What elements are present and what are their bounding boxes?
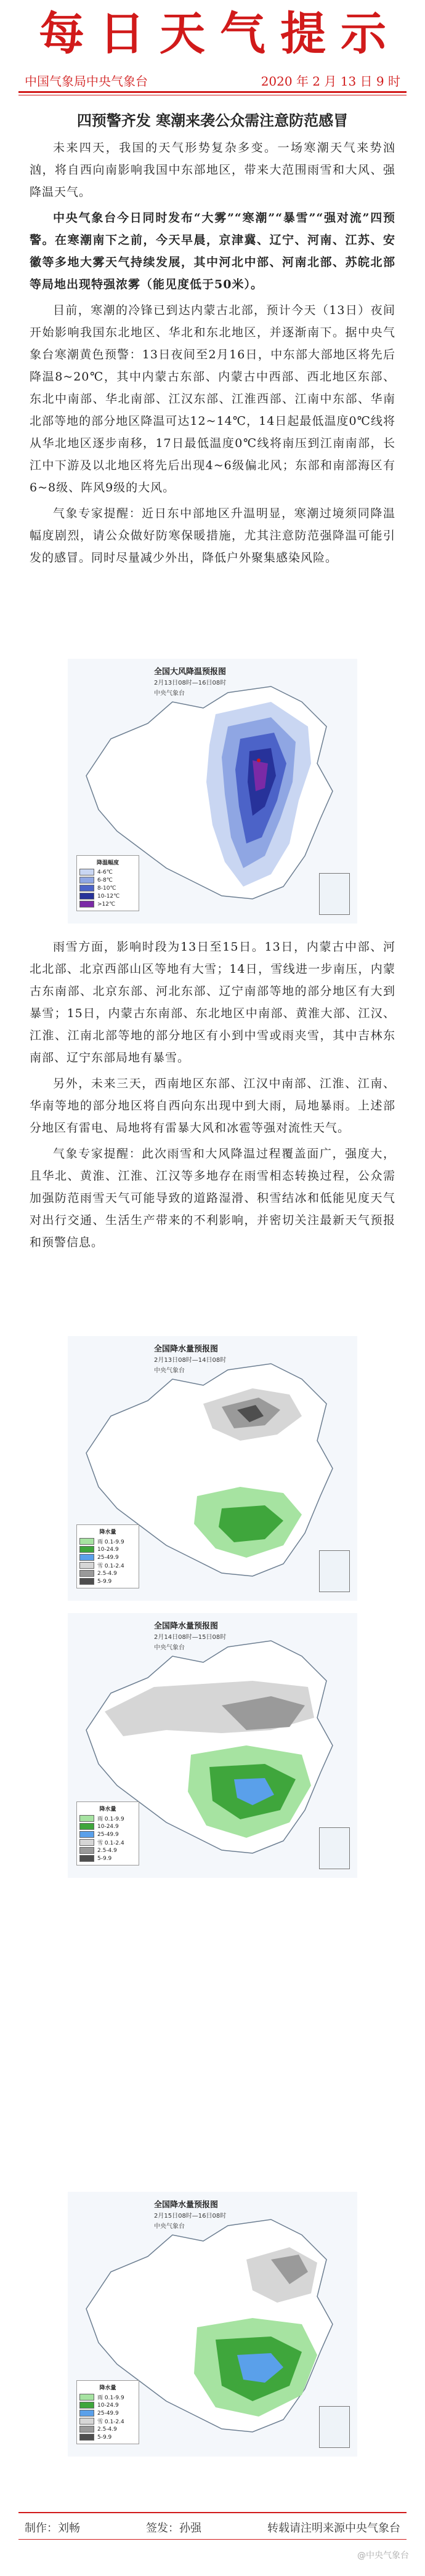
legend-label: 2.5-4.9 [97, 1570, 117, 1577]
map-legend [76, 855, 139, 911]
map-legend [76, 1524, 139, 1588]
legend-title: 降温幅度 [96, 860, 119, 866]
legend-label: 雨 0.1-9.9 [97, 1816, 124, 1822]
legend-title: 降水量 [99, 1806, 116, 1813]
legend-item [79, 884, 136, 892]
legend-label: 雪 0.1-2.4 [97, 1563, 124, 1569]
legend-label: 25-49.9 [97, 2410, 119, 2417]
legend-swatch [79, 1847, 94, 1854]
paragraph: 雨雪方面，影响时段为13日至15日。13日，内蒙古中部、河北北部、北京西部山区等地有大雪；14日，雪线进一步南压，内蒙古东南部、北京东部、河北东部、辽宁南部等地的部分地区有大到暴雪；15日，内蒙古东南部、东北地区中南部、黄淮大部、江汉、江淮、江南北部等地的部分地区有小到中雪或雨夹雪，其中吉林东南部、辽宁东部局地有暴雪。 [30, 940, 395, 1065]
legend-item [79, 892, 136, 900]
legend-label: 2.5-4.9 [97, 1847, 117, 1854]
map-source: 中央气象台 [154, 1644, 185, 1651]
paragraph: 未来四天，我国的天气形势复杂多变。一场寒潮天气来势汹汹，将自西向南影响我国中东部地区，带来大范围雨雪和大风、强降温天气。 [30, 141, 395, 199]
legend-item [79, 1854, 136, 1862]
legend-label: 雪 0.1-2.4 [97, 1840, 124, 1846]
map-title: 全国大风降温预报图 [154, 667, 227, 677]
footer-author: 制作：刘畅 [25, 2522, 80, 2535]
legend-swatch [79, 2418, 94, 2425]
legend-label: 5-9.9 [97, 2434, 112, 2441]
header-rule-thick [18, 91, 407, 93]
legend-swatch [79, 869, 94, 875]
legend-swatch [79, 1570, 94, 1577]
legend-item [79, 2425, 136, 2433]
legend-item [79, 2393, 136, 2401]
paragraph: 气象专家提醒：此次雨雪和大风降温过程覆盖面广，强度大，且华北、黄淮、江淮、江汉等多地存在雨雪相态转换过程，公众需加强防范雨雪天气可能导致的道路湿滑、积雪结冰和低能见度天气对出行交通、生活生产带来的不利影响，并密切关注最新天气预报和预警信息。 [30, 1147, 395, 1249]
legend-swatch [79, 893, 94, 900]
legend-label: 雨 0.1-9.9 [97, 1539, 124, 1545]
footer-rule [18, 2512, 407, 2513]
map-precip-day1 [68, 1336, 357, 1601]
legend-item [79, 876, 136, 884]
legend-item [79, 1553, 136, 1561]
footer-reviewer: 签发：孙强 [146, 2522, 201, 2535]
legend-label: 8-10℃ [97, 885, 116, 892]
legend-swatch [79, 901, 94, 908]
south-sea-inset [319, 1827, 350, 1869]
map-title: 全国降水量预报图 [154, 1622, 219, 1631]
watermark: @中央气象台 [357, 2551, 409, 2561]
legend-label: 5-9.9 [97, 1855, 112, 1862]
legend-item [79, 1846, 136, 1854]
legend-swatch [79, 885, 94, 892]
map-source: 中央气象台 [154, 2223, 185, 2230]
legend-label: 10-24.9 [97, 1823, 119, 1830]
paragraph: 另外，未来三天，西南地区东部、江汉中南部、江淮、江南、华南等地的部分地区将自西向东出现中到大雨，局地暴雨。上述部分地区有雷电、局地将有雷暴大风和冰雹等强对流性天气。 [30, 1077, 395, 1135]
issuer: 中国气象局中央气象台 [25, 74, 148, 89]
legend-swatch [79, 1546, 94, 1553]
legend-swatch [79, 877, 94, 883]
legend-swatch [79, 1554, 94, 1561]
map-precip-day2 [68, 1613, 357, 1878]
map-title-block [154, 1619, 289, 1652]
legend-label: 雪 0.1-2.4 [97, 2419, 124, 2425]
article-section-2 [30, 936, 395, 1257]
legend-item [79, 2433, 136, 2441]
legend-item [79, 2417, 136, 2425]
legend-item [79, 1830, 136, 1838]
legend-label: 雨 0.1-9.9 [97, 2395, 124, 2401]
south-sea-inset [319, 873, 350, 915]
legend-swatch [79, 2410, 94, 2417]
legend-swatch [79, 1815, 94, 1822]
legend-item [79, 1814, 136, 1822]
map-period: 2月13日08时—14日08时 [154, 1357, 227, 1364]
paragraph: 目前，寒潮的冷锋已到达内蒙古北部，预计今天（13日）夜间开始影响我国东北地区、华北和东北地区，并逐渐南下。据中央气象台寒潮黄色预警：13日夜间至2月16日，中东部大部地区将先后降温8~20℃，其中内蒙古东部、内蒙古中西部、西北地区东部、东北中南部、华北南部、江汉东部、江淮西部、江南中东部、华南北部等地的部分地区降温可达12~14℃，14日起最低温度0℃线将从华北地区逐步南移，17日最低温度0℃线将南压到江南南部，长江中下游及以北地区将先后出现4~6级偏北风；东部和南部海区有6~8级、阵风9级的大风。 [30, 304, 395, 494]
footer-note: 转载请注明来源中央气象台 [267, 2522, 400, 2535]
legend-item [79, 2409, 136, 2417]
map-wind-cooling [68, 659, 357, 924]
map-source: 中央气象台 [154, 1367, 185, 1374]
headline: 四预警齐发 寒潮来袭公众需注意防范感冒 [76, 111, 349, 129]
legend-swatch [79, 1538, 94, 1545]
legend-label: 25-49.9 [97, 1554, 119, 1561]
legend-title: 降水量 [99, 1529, 116, 1536]
map-title-block [154, 1342, 289, 1375]
map-period: 2月15日08时—16日08时 [154, 2213, 227, 2220]
legend-label: 10-24.9 [97, 2402, 119, 2409]
map-legend [76, 2380, 139, 2444]
masthead-title: 每日天气提示 [39, 7, 401, 60]
legend-label: 10-24.9 [97, 1546, 119, 1553]
legend-swatch [79, 2394, 94, 2401]
legend-swatch [79, 2426, 94, 2433]
legend-item [79, 1537, 136, 1545]
map-title-block [154, 665, 289, 698]
map-title: 全国降水量预报图 [154, 1345, 219, 1354]
legend-item [79, 1561, 136, 1569]
map-legend [76, 1801, 139, 1866]
legend-item [79, 1838, 136, 1846]
legend-item [79, 868, 136, 876]
legend-swatch [79, 1562, 94, 1569]
legend-label: 10-12℃ [97, 893, 120, 900]
legend-swatch [79, 1855, 94, 1862]
legend-label: 4-6℃ [97, 869, 113, 875]
south-sea-inset [319, 2406, 350, 2448]
paragraph: 气象专家提醒：近日东中部地区升温明显，寒潮过境须同降温幅度剧烈，请公众做好防寒保暖措施，尤其注意防范强降温可能引发的感冒。同时尽量减少外出，降低户外聚集感染风险。 [30, 507, 395, 565]
legend-title: 降水量 [99, 2385, 116, 2391]
legend-swatch [79, 1578, 94, 1585]
legend-swatch [79, 2434, 94, 2441]
legend-label: 5-9.9 [97, 1578, 112, 1585]
footer-rule-thin [18, 2539, 407, 2540]
south-sea-inset [319, 1550, 350, 1592]
legend-item [79, 1822, 136, 1830]
legend-label: 25-49.9 [97, 1831, 119, 1838]
legend-swatch [79, 1831, 94, 1838]
paragraph: 中央气象台今日同时发布“大雾”“寒潮”“暴雪”“强对流”四预警。在寒潮南下之前，今天早晨，京津冀、辽宁、河南、江苏、安徽等多地大雾天气持续发展，其中河北中部、河南北部、苏皖北部等局地出现特强浓雾（能见度低于50米）。 [30, 211, 395, 291]
issue-date: 2020 年 2 月 13 日 9 时 [261, 74, 400, 89]
legend-label: 2.5-4.9 [97, 2426, 117, 2433]
map-source: 中央气象台 [154, 690, 185, 697]
masthead [0, 0, 425, 68]
map-period: 2月13日08时—16日08时 [154, 680, 227, 686]
legend-swatch [79, 2402, 94, 2409]
legend-swatch [79, 1823, 94, 1830]
legend-swatch [79, 1839, 94, 1846]
legend-item [79, 1545, 136, 1553]
legend-item [79, 900, 136, 908]
legend-label: 6-8℃ [97, 877, 113, 883]
article-section-1 [30, 137, 395, 573]
footer [25, 2519, 400, 2535]
legend-item [79, 1569, 136, 1577]
map-title: 全国降水量预报图 [154, 2200, 219, 2210]
map-precip-day3 [68, 2192, 357, 2457]
legend-label: >12℃ [97, 901, 116, 908]
legend-item [79, 2401, 136, 2409]
map-title-block [154, 2198, 289, 2231]
legend-item [79, 1577, 136, 1585]
map-period: 2月14日08时—15日08时 [154, 1634, 227, 1641]
